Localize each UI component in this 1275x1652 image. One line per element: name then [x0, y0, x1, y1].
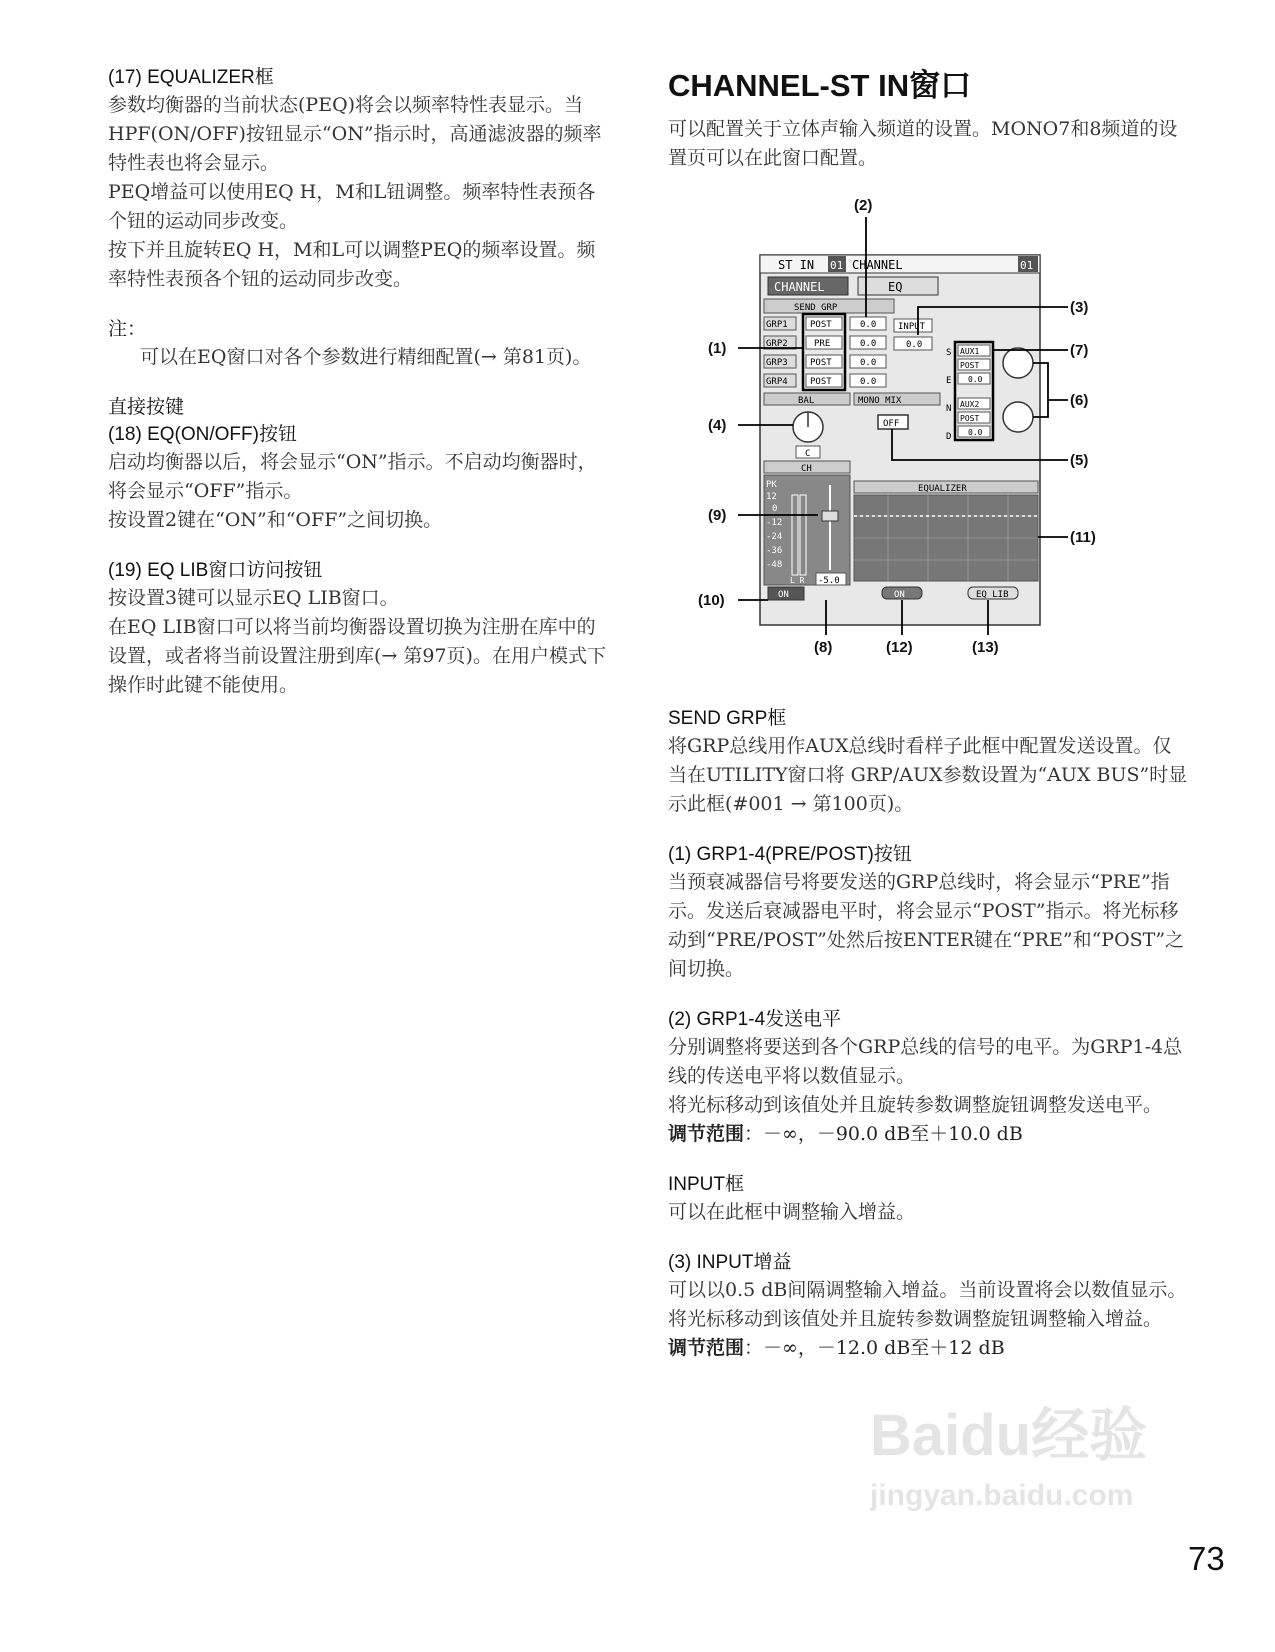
grp3-value[interactable]: 0.0	[860, 358, 877, 368]
watermark-url: jingyan.baidu.com	[870, 1479, 1134, 1512]
callout-1: (1)	[708, 340, 727, 357]
aux2-label: AUX2	[960, 400, 980, 409]
section-17-paragraph-2: PEQ增益可以使用EQ H，M和L钮调整。频率特性表预各个钮的运动同步改变。	[108, 181, 596, 232]
aux1-mode[interactable]: POST	[960, 361, 980, 370]
direct-keys-heading: 直接按键	[108, 397, 185, 418]
aux2-value[interactable]: 0.0	[968, 428, 983, 437]
meter-label-minus48: -48	[766, 560, 783, 570]
section-19-paragraph-2: 在EQ LIB窗口可以将当前均衡器设置切换为注册在库中的设置，或者将当前设置注册到库(→ 第97页)。在用户模式下操作时此键不能使用。	[108, 616, 606, 696]
grp2-mode: PRE	[814, 339, 831, 349]
section-3-range	[668, 1334, 1188, 1363]
callout-8: (8)	[814, 639, 833, 656]
callout-13: (13)	[972, 639, 999, 656]
send-grp-text: 将GRP总线用作AUX总线时看样子此框中配置发送设置。仅当在UTILITY窗口将 GRP/AUX参数设置为“AUX BUS”时显示此框(#001 → 第100页)。	[668, 735, 1188, 815]
ch-on-label: ON	[778, 590, 789, 600]
grp4-value[interactable]: 0.0	[860, 377, 877, 387]
aux1-value[interactable]: 0.0	[968, 375, 983, 384]
tab-channel-label: CHANNEL	[774, 280, 825, 294]
section-17-paragraph-3: 按下并且旋转EQ H，M和L可以调整PEQ的频率设置。频率特性表预各个钮的运动同步改变。	[108, 239, 596, 290]
watermark-brand: Baidu经验	[870, 1403, 1148, 1468]
send-letter-n: N	[946, 404, 952, 414]
callout-6: (6)	[1070, 392, 1089, 409]
section-19-paragraph-1: 按设置3键可以显示EQ LIB窗口。	[108, 587, 399, 609]
input-value[interactable]: 0.0	[906, 340, 923, 350]
aux2-knob[interactable]	[1003, 402, 1033, 432]
callout-2: (2)	[854, 197, 873, 214]
grp4-name: GRP4	[766, 377, 788, 387]
channel-st-in-figure	[668, 195, 1188, 705]
section-17-paragraph-1: 参数均衡器的当前状态(PEQ)将会以频率特性表显示。当HPF(ON/OFF)按钮显示“ON”指示时，高通滤波器的频率特性表也将会显示。	[108, 94, 602, 174]
section-1-title: (1) GRP1-4(PRE/POST)按钮	[668, 844, 912, 865]
callout-4: (4)	[708, 417, 727, 434]
page-number: 73	[1188, 1540, 1225, 1577]
callout-12: (12)	[886, 639, 913, 656]
send-letter-e: E	[946, 376, 952, 386]
callout-5: (5)	[1070, 452, 1089, 469]
section-18-paragraph-2: 按设置2键在“ON”和“OFF”之间切换。	[108, 509, 443, 531]
section-18-title: (18) EQ(ON/OFF)按钮	[108, 424, 297, 445]
meter-label-minus12: -12	[766, 518, 783, 528]
aux1-knob[interactable]	[1003, 348, 1033, 378]
aux1-label: AUX1	[960, 347, 980, 356]
aux2-mode[interactable]: POST	[960, 414, 980, 423]
mixer-screen-diagram	[668, 195, 1188, 705]
input-box-text: 可以在此框中调整输入增益。	[668, 1201, 916, 1223]
section-1-text: 当预衰减器信号将要发送的GRP总线时，将会显示“PRE”指示。发送后衰减器电平时，将会显示“POST”指示。将光标移动到“PRE/POST”处然后按ENTER键在“PRE”和“POST”之间切换。	[668, 871, 1185, 980]
header-channel: CHANNEL	[852, 258, 903, 272]
grp3-mode: POST	[810, 358, 832, 368]
header-st-in: ST IN	[778, 258, 815, 272]
callout-11: (11)	[1070, 529, 1096, 546]
section-3-paragraph-1: 可以以0.5 dB间隔调整输入增益。当前设置将会以数值显示。	[668, 1279, 1187, 1301]
grp1-mode: POST	[810, 320, 832, 330]
meter-lr: L R	[790, 576, 805, 585]
callout-7: (7)	[1070, 342, 1089, 359]
section-2-paragraph-1: 分别调整将要送到各个GRP总线的信号的电平。为GRP1-4总线的传送电平将以数值显示。	[668, 1036, 1183, 1087]
right-column	[668, 60, 1188, 1363]
fader-value[interactable]: -5.0	[818, 576, 840, 586]
callout-10: (10)	[698, 592, 725, 609]
bal-label: BAL	[798, 396, 815, 406]
ch-label: CH	[801, 464, 812, 474]
section-2-range-value: ：－∞，－90.0 dB至＋10.0 dB	[744, 1123, 1023, 1145]
grp3-name: GRP3	[766, 358, 788, 368]
section-18-paragraph-1: 启动均衡器以后，将会显示“ON”指示。不启动均衡器时，将会显示“OFF”指示。	[108, 451, 597, 502]
mono-mix-value: OFF	[883, 419, 900, 429]
meter-label-minus36: -36	[766, 546, 783, 556]
input-box-title: INPUT框	[668, 1174, 745, 1195]
section-3-title: (3) INPUT增益	[668, 1252, 792, 1273]
note-text: 可以在EQ窗口对各个参数进行精细配置(→ 第81页)。	[140, 346, 592, 368]
section-2-range	[668, 1120, 1188, 1149]
grp2-value[interactable]: 0.0	[860, 339, 877, 349]
note-label: 注：	[108, 319, 147, 340]
section-19-title: (19) EQ LIB窗口访问按钮	[108, 560, 323, 581]
intro-text: 可以配置关于立体声输入频道的设置。MONO7和8频道的设置页可以在此窗口配置。	[668, 118, 1178, 169]
tab-eq-label: EQ	[888, 280, 903, 294]
input-label: INPUT	[898, 322, 926, 332]
meter-label-pk: PK	[766, 480, 777, 490]
eq-on-label: ON	[894, 590, 905, 600]
section-2-paragraph-2: 将光标移动到该值处并且旋转参数调整旋钮调整发送电平。	[668, 1094, 1163, 1116]
meter-label-12: 12	[766, 492, 777, 502]
callout-3: (3)	[1070, 299, 1089, 316]
grp2-name: GRP2	[766, 339, 788, 349]
send-letter-d: D	[946, 432, 952, 442]
left-column	[108, 64, 608, 700]
section-3-range-label: 调节范围	[668, 1338, 745, 1359]
equalizer-label: EQUALIZER	[918, 484, 967, 494]
bal-value: C	[805, 449, 811, 459]
meter-label-minus24: -24	[766, 532, 783, 542]
grp1-name: GRP1	[766, 320, 788, 330]
fader-knob[interactable]	[822, 511, 838, 521]
baidu-watermark	[870, 1385, 1170, 1520]
section-17-title: (17) EQUALIZER框	[108, 67, 274, 88]
section-3-paragraph-2: 将光标移动到该值处并且旋转参数调整旋钮调整输入增益。	[668, 1308, 1163, 1330]
meter-label-0: 0	[772, 504, 778, 514]
section-3-range-value: ：－∞，－12.0 dB至＋12 dB	[744, 1337, 1005, 1359]
send-grp-title: SEND GRP框	[668, 708, 787, 729]
header-num: 01	[830, 259, 844, 272]
grp1-value[interactable]: 0.0	[860, 320, 877, 330]
callout-9: (9)	[708, 507, 727, 524]
send-letter-s: S	[946, 348, 952, 358]
section-2-range-label: 调节范围	[668, 1124, 745, 1145]
header-num-2: 01	[1020, 259, 1034, 272]
section-2-title: (2) GRP1-4发送电平	[668, 1009, 842, 1030]
mono-mix-label: MONO MIX	[858, 396, 902, 406]
send-grp-label: SEND GRP	[794, 303, 838, 313]
eq-lib-label: EQ LIB	[976, 590, 1009, 600]
page-title: CHANNEL-ST IN窗口	[668, 68, 972, 103]
grp4-mode: POST	[810, 377, 832, 387]
